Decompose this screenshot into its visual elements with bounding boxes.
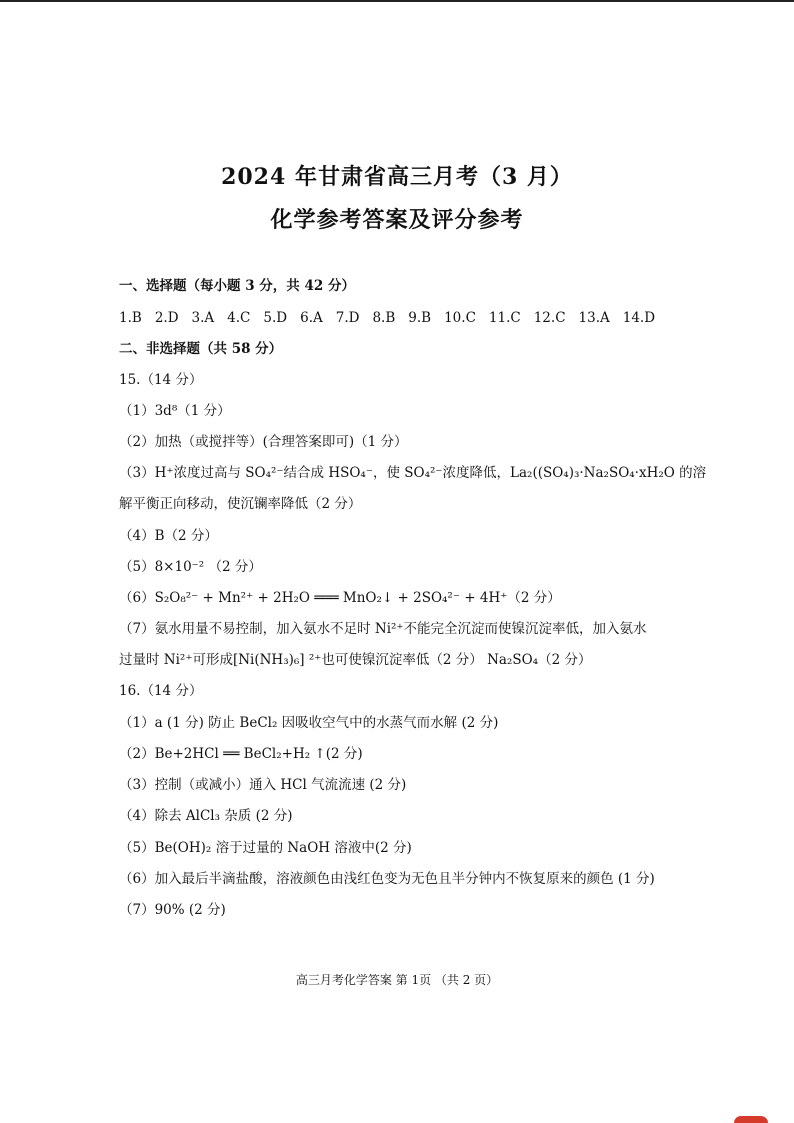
choice-answer: 11.C	[488, 310, 521, 326]
q15-part3-line1: （3）H⁺浓度过高与 SO₄²⁻结合成 HSO₄⁻，使 SO₄²⁻浓度降低，La₂((SO₄)₃·Na₂SO₄·xH₂O 的溶	[119, 465, 707, 481]
q15-part6: （6）S₂O₈²⁻ + Mn²⁺ + 2H₂O ═══ MnO₂↓ + 2SO₄²⁻ + 4H⁺（2 分）	[119, 590, 561, 606]
document-title: 2024 年甘肃省高三月考（3 月）	[221, 164, 573, 190]
section2-heading: 二、非选择题（共 58 分）	[119, 341, 283, 357]
q16-part2: （2）Be+2HCl ══ BeCl₂+H₂ ↑(2 分)	[119, 746, 363, 762]
top-border	[0, 0, 794, 2]
choice-answer: 8.B	[372, 310, 396, 326]
choice-answer: 13.A	[578, 310, 610, 326]
choice-answer: 14.D	[622, 310, 656, 326]
q16-part4: （4）除去 AlCl₃ 杂质 (2 分)	[119, 808, 293, 824]
choice-answers	[119, 309, 668, 327]
page-footer: 高三月考化学答案 第 1页 （共 2 页）	[295, 973, 499, 987]
q15-part3-line2: 解平衡正向移动，使沉镧率降低（2 分）	[119, 496, 362, 512]
choice-answer: 1.B	[119, 310, 142, 326]
choice-answer: 10.C	[444, 310, 476, 326]
q16-part3: （3）控制（或减小）通入 HCl 气流流速 (2 分)	[119, 777, 407, 793]
q16-part1: （1）a (1 分) 防止 BeCl₂ 因吸收空气中的水蒸气而水解 (2 分)	[119, 715, 499, 731]
section1-heading: 一、选择题（每小题 3 分，共 42 分）	[119, 278, 355, 294]
choice-answer: 9.B	[408, 310, 432, 326]
q16-part6: （6）加入最后半滴盐酸，溶液颜色由浅红色变为无色且半分钟内不恢复原来的颜色 (1 分)	[119, 871, 655, 887]
q15-title: 15.（14 分）	[119, 372, 203, 388]
q16-part7: （7）90% (2 分)	[119, 902, 226, 918]
document-subtitle: 化学参考答案及评分参考	[270, 207, 524, 233]
choice-answer: 5.D	[263, 310, 288, 326]
choice-answer: 2.D	[154, 310, 179, 326]
choice-answer: 7.D	[335, 310, 360, 326]
q15-part1: （1）3d⁸（1 分）	[119, 403, 231, 419]
q15-part7-line1: （7）氨水用量不易控制，加入氨水不足时 Ni²⁺不能完全沉淀而使镍沉淀率低，加入氨水	[119, 621, 647, 637]
q15-part4: （4）B（2 分）	[119, 528, 218, 544]
q16-title: 16.（14 分）	[119, 683, 203, 699]
q15-part2: （2）加热（或搅拌等）(合理答案即可)（1 分）	[119, 434, 408, 450]
q15-part5: （5）8×10⁻² （2 分）	[119, 559, 262, 575]
q16-part5: （5）Be(OH)₂ 溶于过量的 NaOH 溶液中(2 分)	[119, 840, 412, 856]
q15-part7-line2: 过量时 Ni²⁺可形成[Ni(NH₃)₆] ²⁺也可使镍沉淀率低（2 分） Na₂SO₄（2 分）	[119, 652, 592, 668]
choice-answer: 12.C	[533, 310, 566, 326]
choice-answer: 4.C	[227, 310, 251, 326]
choice-answer: 3.A	[191, 310, 215, 326]
choice-answer: 6.A	[300, 310, 323, 326]
corner-mark	[734, 1116, 768, 1123]
